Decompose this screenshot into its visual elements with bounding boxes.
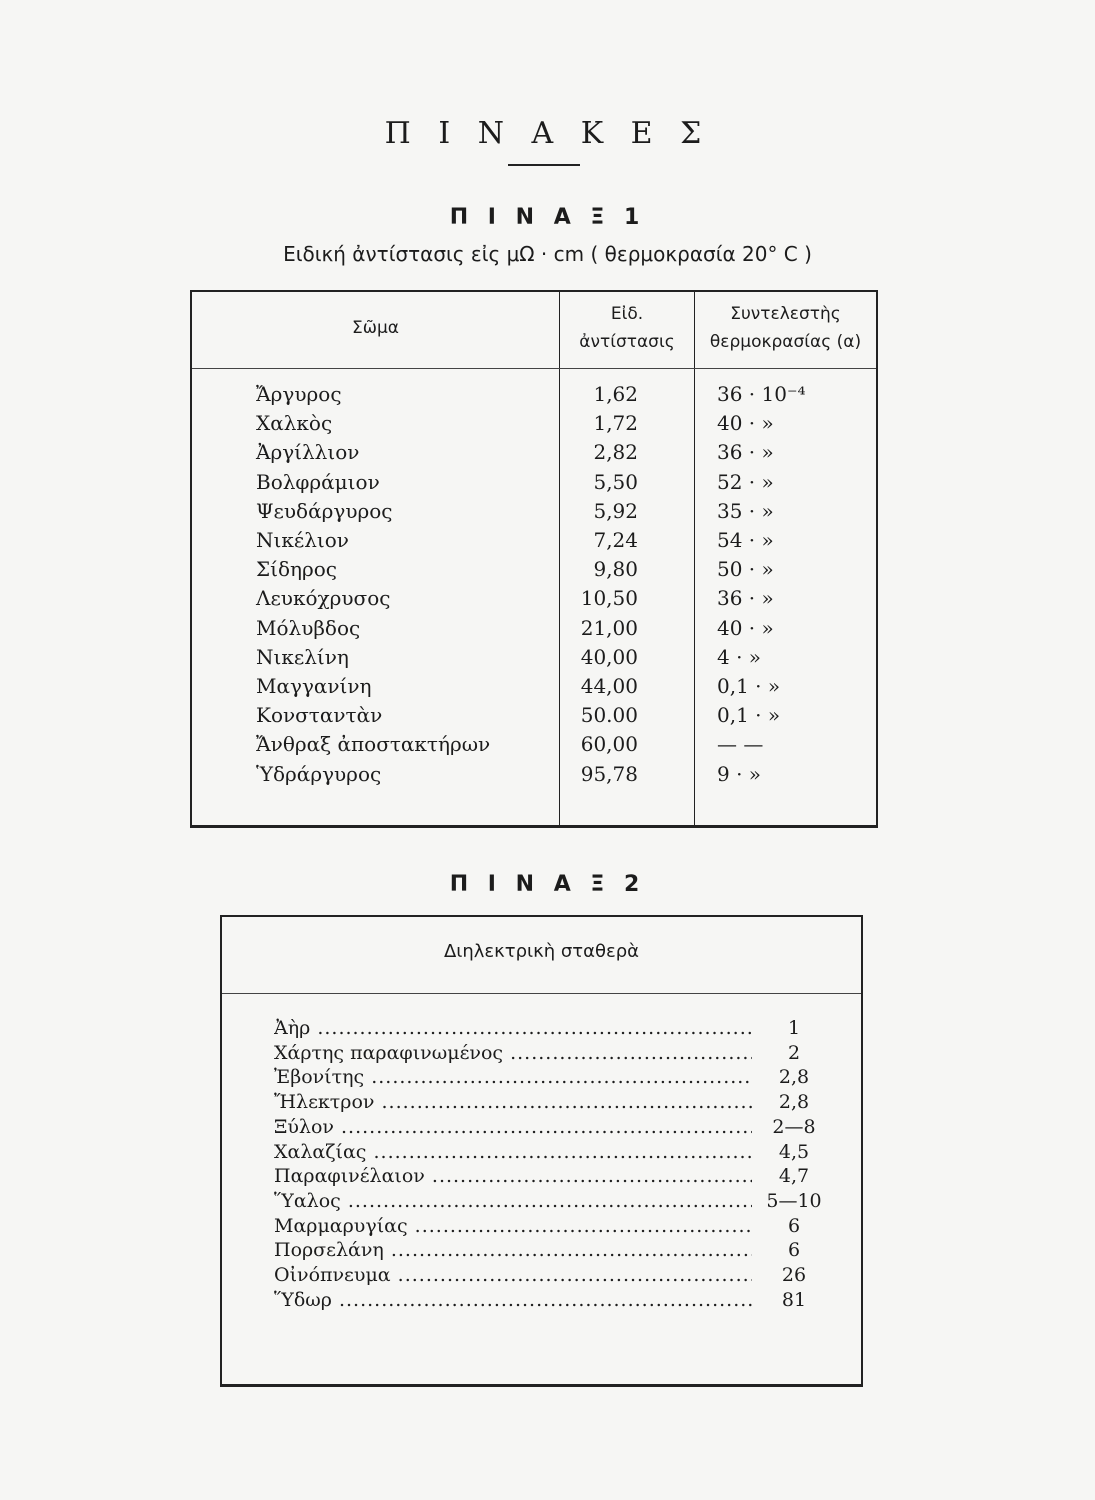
resistance-value: 44,00 xyxy=(580,674,638,698)
dielectric-constant-value: 2,8 xyxy=(752,1064,836,1091)
dielectric-constant-value: 1 xyxy=(752,1015,836,1042)
list-item xyxy=(222,1237,861,1264)
table-row xyxy=(192,438,880,467)
resistance-value: 5,50 xyxy=(593,469,638,494)
table-row xyxy=(192,614,880,643)
material-name: Νικελίνη xyxy=(256,644,349,669)
resistance-value: 2,82 xyxy=(593,440,638,465)
table2-header: Διηλεκτρικὴ σταθερὰ xyxy=(443,941,640,962)
dielectric-constant-value: 26 xyxy=(752,1262,836,1289)
header-coef-line2: θερμοκρασίας (α) xyxy=(709,332,862,352)
table-row xyxy=(192,672,880,701)
table-row xyxy=(192,380,880,409)
table-row xyxy=(192,468,880,497)
dielectric-constant-value: 2 xyxy=(752,1040,836,1067)
table1-label: Π Ι Ν Α Ξ 1 xyxy=(449,205,646,230)
temperature-coefficient: 52 · » xyxy=(717,469,774,494)
dielectric-material-name: Πορσελάνη ..... xyxy=(274,1237,754,1264)
resistance-value: 5,92 xyxy=(593,498,638,523)
table-row xyxy=(192,730,880,759)
dielectric-material-name: Χαλαζίας ..... xyxy=(274,1139,754,1166)
dielectric-constant-value: 2,8 xyxy=(752,1089,836,1116)
table-row xyxy=(192,584,880,613)
material-name: Βολφράμιον xyxy=(256,469,380,494)
material-name: Ὑδράργυρος xyxy=(256,761,382,786)
table1 xyxy=(190,290,878,828)
dielectric-material-name: Ἀὴρ ..... xyxy=(274,1015,754,1042)
table2-header-rule xyxy=(222,993,861,994)
material-name: Ἀργίλλιον xyxy=(256,440,360,465)
temperature-coefficient: 40 · » xyxy=(717,615,774,640)
dielectric-material-name: Ἤλεκτρον ..... xyxy=(274,1089,754,1116)
material-name: Σίδηρος xyxy=(256,557,338,582)
list-item xyxy=(222,1064,861,1091)
list-item xyxy=(222,1089,861,1116)
resistance-value: 60,00 xyxy=(580,732,638,757)
table-row xyxy=(192,497,880,526)
header-resistance-line2: ἀντίστασις xyxy=(579,332,675,352)
temperature-coefficient: 50 · » xyxy=(717,557,774,582)
list-item xyxy=(222,1015,861,1042)
resistance-value: 95,78 xyxy=(580,761,638,786)
dielectric-constant-value: 2—8 xyxy=(752,1114,836,1141)
temperature-coefficient: 0,1 · » xyxy=(717,674,781,698)
temperature-coefficient: 36 · 10⁻⁴ xyxy=(717,382,806,406)
dielectric-material-name: Ξύλον ..... xyxy=(274,1114,754,1141)
list-item xyxy=(222,1213,861,1240)
temperature-coefficient: 9 · » xyxy=(717,761,762,786)
header-body: Σῶμα xyxy=(352,318,399,338)
resistance-value: 21,00 xyxy=(580,615,638,640)
list-item xyxy=(222,1262,861,1289)
table1-caption: Ειδική ἀντίστασις εἰς μΩ · cm ( θερμοκρασία 20° C ) xyxy=(283,242,812,266)
list-item xyxy=(222,1287,861,1314)
table-row xyxy=(192,409,880,438)
resistance-value: 1,72 xyxy=(593,411,638,436)
temperature-coefficient: 4 · » xyxy=(717,644,762,669)
header-coef-line1: Συντελεστὴς xyxy=(730,304,841,324)
resistance-value: 1,62 xyxy=(593,382,638,406)
dielectric-material-name: Ὕδωρ ..... xyxy=(274,1287,754,1314)
dielectric-constant-value: 4,7 xyxy=(752,1163,836,1190)
temperature-coefficient: 36 · » xyxy=(717,440,774,465)
resistance-value: 7,24 xyxy=(593,528,638,552)
dielectric-material-name: Ὕαλος ..... xyxy=(274,1188,754,1215)
material-name: Μαγγανίνη xyxy=(256,674,372,698)
dielectric-material-name: Παραφινέλαιον ..... xyxy=(274,1163,754,1190)
material-name: Νικέλιον xyxy=(256,528,349,552)
resistance-value: 50.00 xyxy=(580,703,638,728)
list-item xyxy=(222,1163,861,1190)
table1-header-rule xyxy=(192,368,876,369)
dielectric-material-name: Μαρμαρυγίας ..... xyxy=(274,1213,754,1240)
dielectric-constant-value: 6 xyxy=(752,1213,836,1240)
dielectric-material-name: Οἰνόπνευμα ..... xyxy=(274,1262,754,1289)
material-name: Λευκόχρυσος xyxy=(256,586,391,611)
header-resistance-line1: Εἰδ. xyxy=(610,304,644,324)
page-title: Π Ι Ν Α Κ Ε Σ xyxy=(384,116,711,151)
table-row xyxy=(192,701,880,730)
material-name: Ἄργυρος xyxy=(256,382,342,406)
table2-label: Π Ι Ν Α Ξ 2 xyxy=(449,872,646,897)
dielectric-constant-value: 81 xyxy=(752,1287,836,1314)
temperature-coefficient: 35 · » xyxy=(717,498,774,523)
material-name: Ἄνθραξ ἀποστακτήρων xyxy=(256,732,491,757)
temperature-coefficient: — — xyxy=(717,732,764,757)
dielectric-constant-value: 6 xyxy=(752,1237,836,1264)
list-item xyxy=(222,1040,861,1067)
temperature-coefficient: 40 · » xyxy=(717,411,774,436)
list-item xyxy=(222,1114,861,1141)
list-item xyxy=(222,1188,861,1215)
material-name: Κονσταντὰν xyxy=(256,703,383,728)
material-name: Χαλκὸς xyxy=(256,411,333,436)
temperature-coefficient: 54 · » xyxy=(717,528,774,552)
table2 xyxy=(220,915,863,1387)
resistance-value: 9,80 xyxy=(593,557,638,582)
table-row xyxy=(192,643,880,672)
temperature-coefficient: 0,1 · » xyxy=(717,703,781,728)
dielectric-constant-value: 5—10 xyxy=(752,1188,836,1215)
table-row xyxy=(192,760,880,789)
dielectric-material-name: Ἐβονίτης ..... xyxy=(274,1064,754,1091)
resistance-value: 10,50 xyxy=(580,586,638,611)
table-row xyxy=(192,526,880,555)
title-rule xyxy=(508,164,580,166)
material-name: Ψευδάργυρος xyxy=(256,498,393,523)
list-item xyxy=(222,1139,861,1166)
temperature-coefficient: 36 · » xyxy=(717,586,774,611)
dielectric-material-name: Χάρτης παραφινωμένος ..... xyxy=(274,1040,754,1067)
table-row xyxy=(192,555,880,584)
material-name: Μόλυβδος xyxy=(256,615,361,640)
dielectric-constant-value: 4,5 xyxy=(752,1139,836,1166)
resistance-value: 40,00 xyxy=(580,644,638,669)
